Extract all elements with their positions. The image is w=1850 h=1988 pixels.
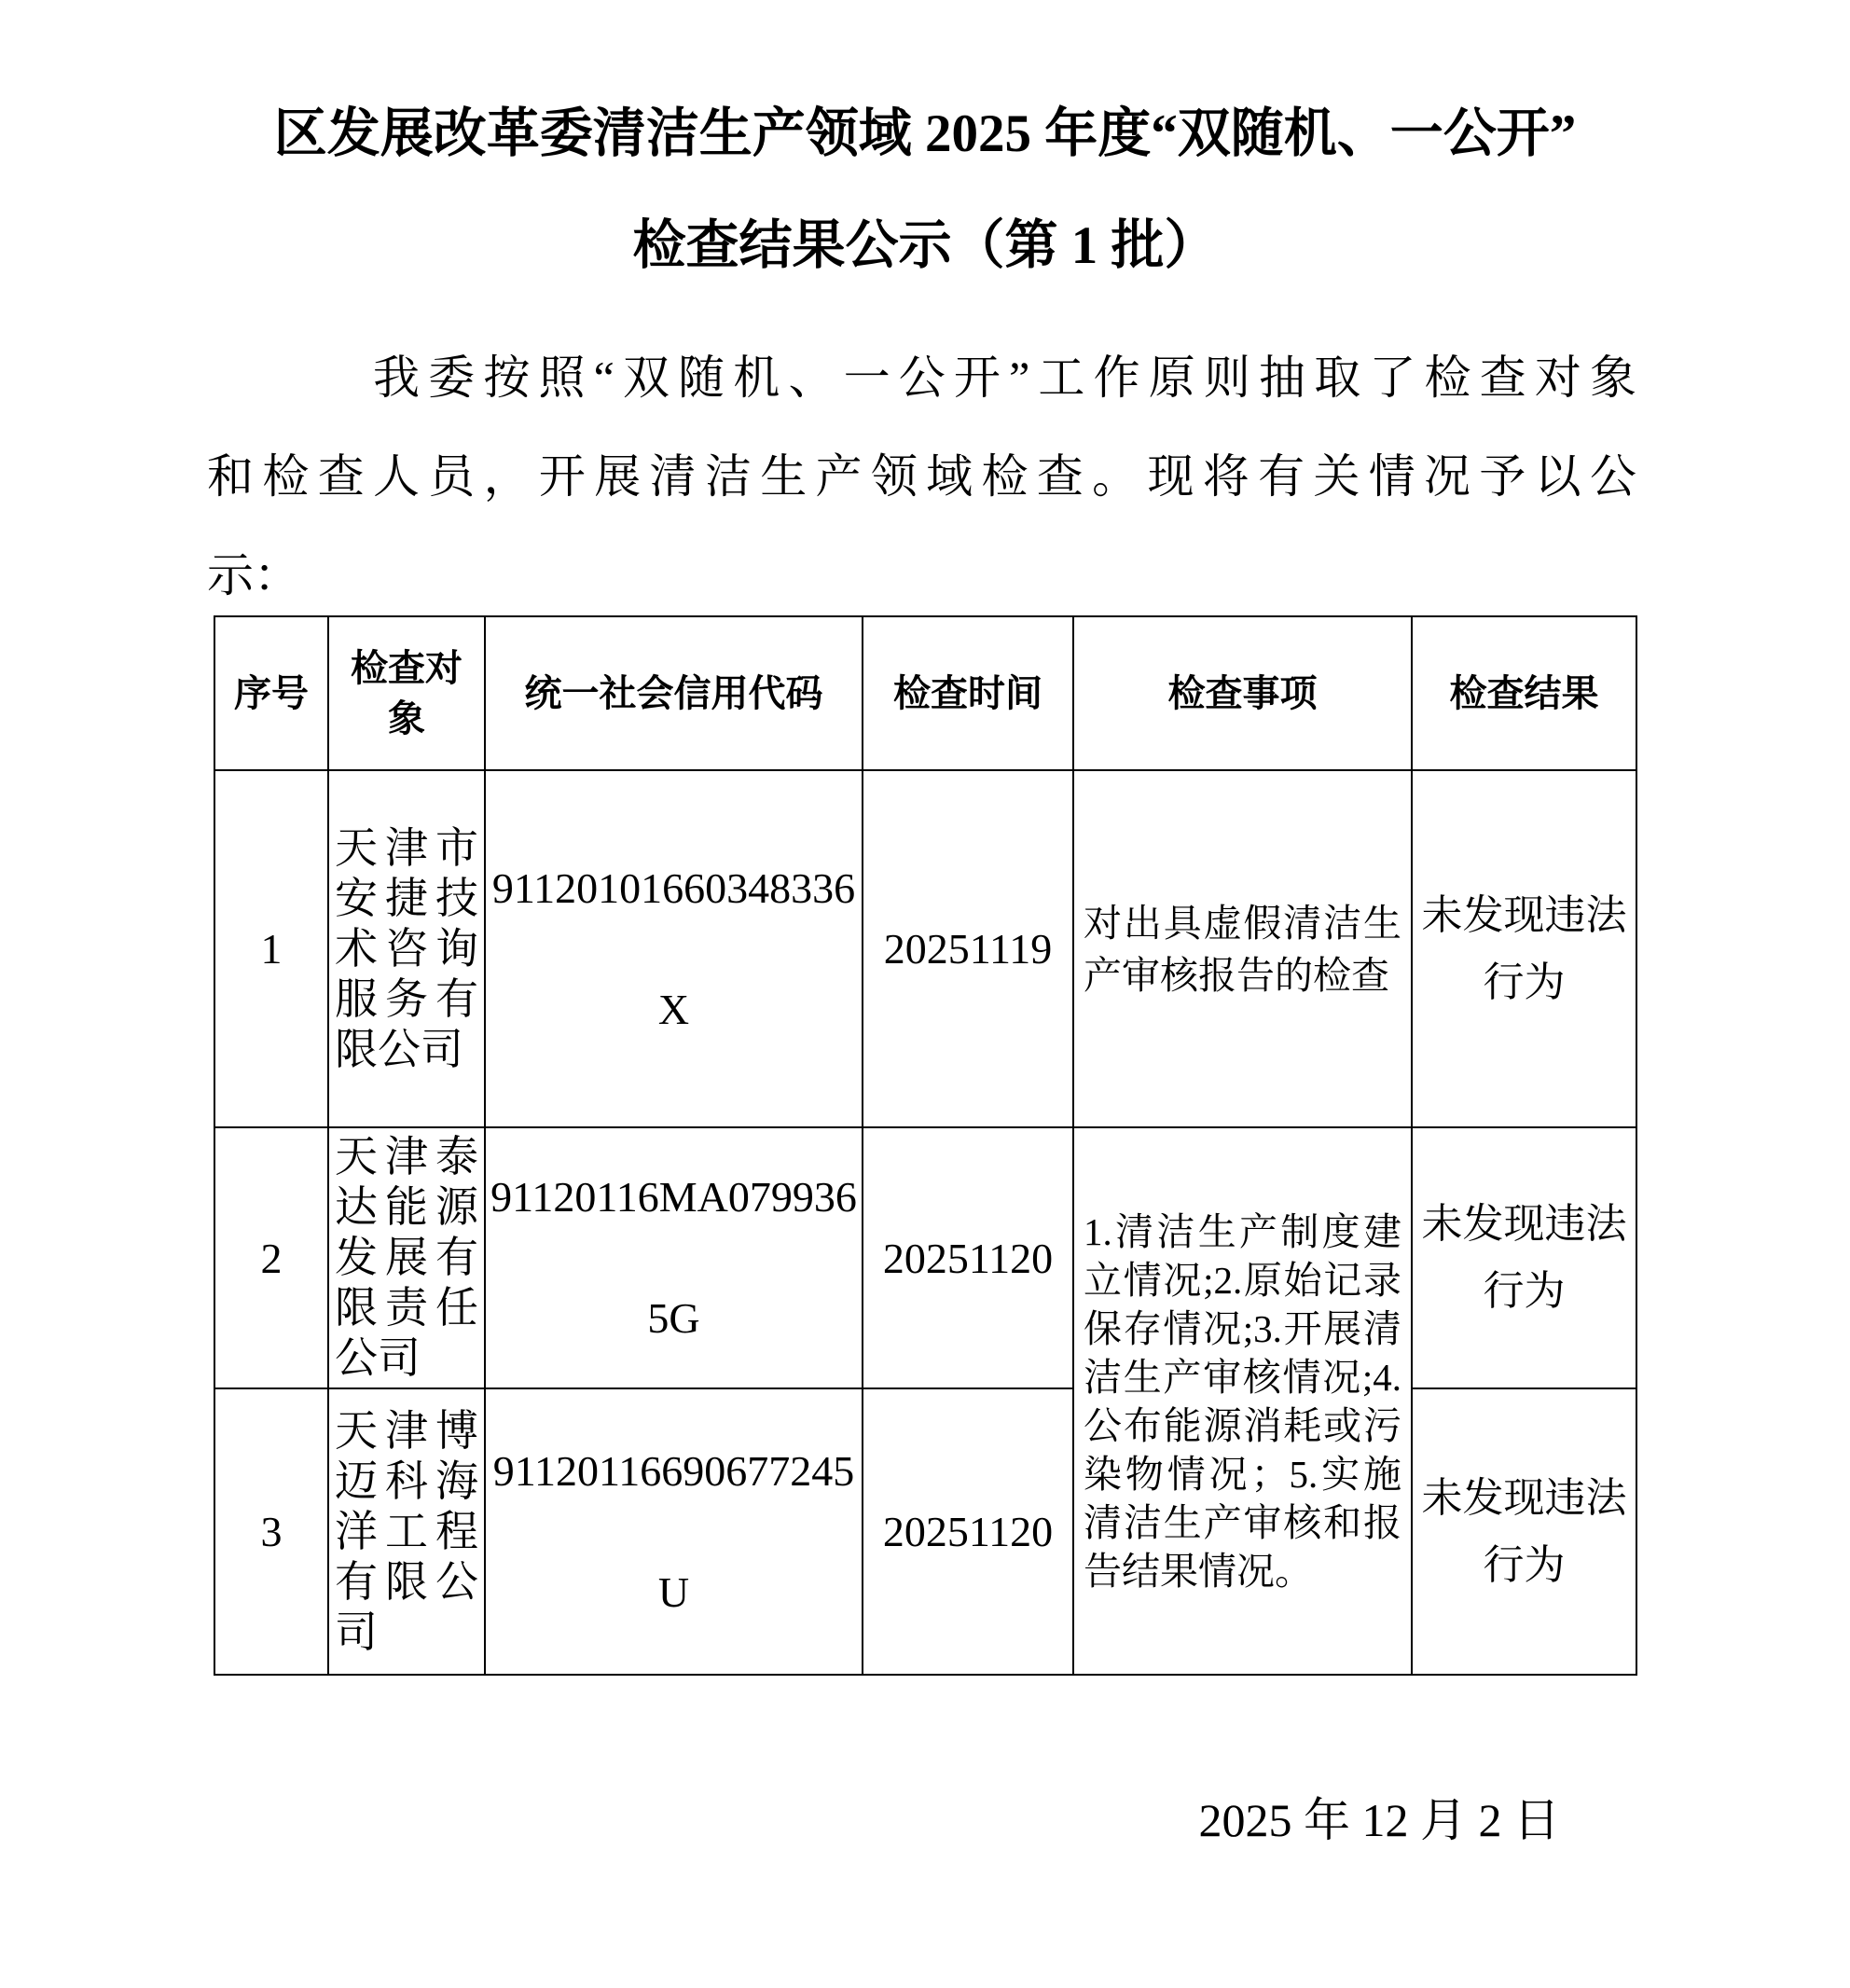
column-header-matter: 检查事项	[1073, 616, 1412, 770]
intro-paragraph	[207, 328, 1636, 625]
cell-seq: 2	[214, 1127, 328, 1388]
column-header-seq: 序号	[214, 616, 328, 770]
document-date: 2025 年 12 月 2 日	[1198, 1794, 1560, 1846]
company-name: 天津博迈科海洋工程有限公司	[335, 1406, 478, 1656]
cell-result	[1412, 770, 1636, 1127]
cell-result	[1412, 1388, 1636, 1675]
cell-target	[328, 1127, 485, 1388]
result-text: 未发现违法行为	[1421, 1474, 1627, 1588]
cell-seq: 1	[214, 770, 328, 1127]
credit-code-line: 5G	[647, 1294, 700, 1342]
cell-date: 20251120	[863, 1388, 1073, 1675]
document-title	[0, 78, 1850, 302]
company-name: 天津泰达能源发展有限责任公司	[335, 1133, 478, 1382]
result-text: 未发现违法行为	[1421, 1201, 1627, 1314]
inspection-results-table	[214, 615, 1637, 1676]
cell-matter	[1073, 770, 1412, 1127]
table-row	[214, 770, 1636, 1127]
company-name: 天津市安捷技术咨询服务有限公司	[335, 823, 478, 1073]
cell-date: 20251119	[863, 770, 1073, 1127]
column-header-date: 检查时间	[863, 616, 1073, 770]
table-row	[214, 1388, 1636, 1675]
cell-credit-code	[485, 1388, 863, 1675]
table-header-row	[214, 616, 1636, 770]
cell-target	[328, 1388, 485, 1675]
credit-code-line: U	[657, 1567, 690, 1616]
matter-text: 1.清洁生产制度建立情况;2.原始记录保存情况;3.开展清洁生产审核情况;4.公布能源消耗或污染物情况；5.实施清洁生产审核和报告结果情况。	[1084, 1209, 1401, 1593]
credit-code-line: X	[657, 985, 690, 1033]
cell-credit-code	[485, 1127, 863, 1388]
cell-matter-merged	[1073, 1127, 1412, 1675]
table-row	[214, 1127, 1636, 1388]
credit-code-line: 91120116MA079936	[490, 1173, 857, 1221]
cell-seq: 3	[214, 1388, 328, 1675]
paragraph-line: 示：	[207, 549, 300, 601]
matter-text: 对出具虚假清洁生产审核报告的检查	[1084, 901, 1401, 997]
cell-date: 20251120	[863, 1127, 1073, 1388]
column-header-target: 检查对象	[328, 616, 485, 770]
credit-code-line: 91120116690677245	[492, 1446, 855, 1495]
title-line-2: 检查结果公示（第 1 批）	[632, 216, 1218, 275]
paragraph-line: 和检查人员，开展清洁生产领域检查。现将有关情况予以公	[207, 450, 1636, 503]
credit-code-line: 91120101660348336	[491, 863, 856, 912]
cell-credit-code	[485, 770, 863, 1127]
column-header-credit-code: 统一社会信用代码	[485, 616, 863, 770]
title-line-1: 区发展改革委清洁生产领域 2025 年度“双随机、一公开”	[273, 104, 1577, 163]
cell-target	[328, 770, 485, 1127]
cell-result	[1412, 1127, 1636, 1388]
result-text: 未发现违法行为	[1421, 891, 1627, 1005]
column-header-result: 检查结果	[1412, 616, 1636, 770]
paragraph-line: 我委按照“双随机、一公开”工作原则抽取了检查对象	[373, 352, 1636, 404]
